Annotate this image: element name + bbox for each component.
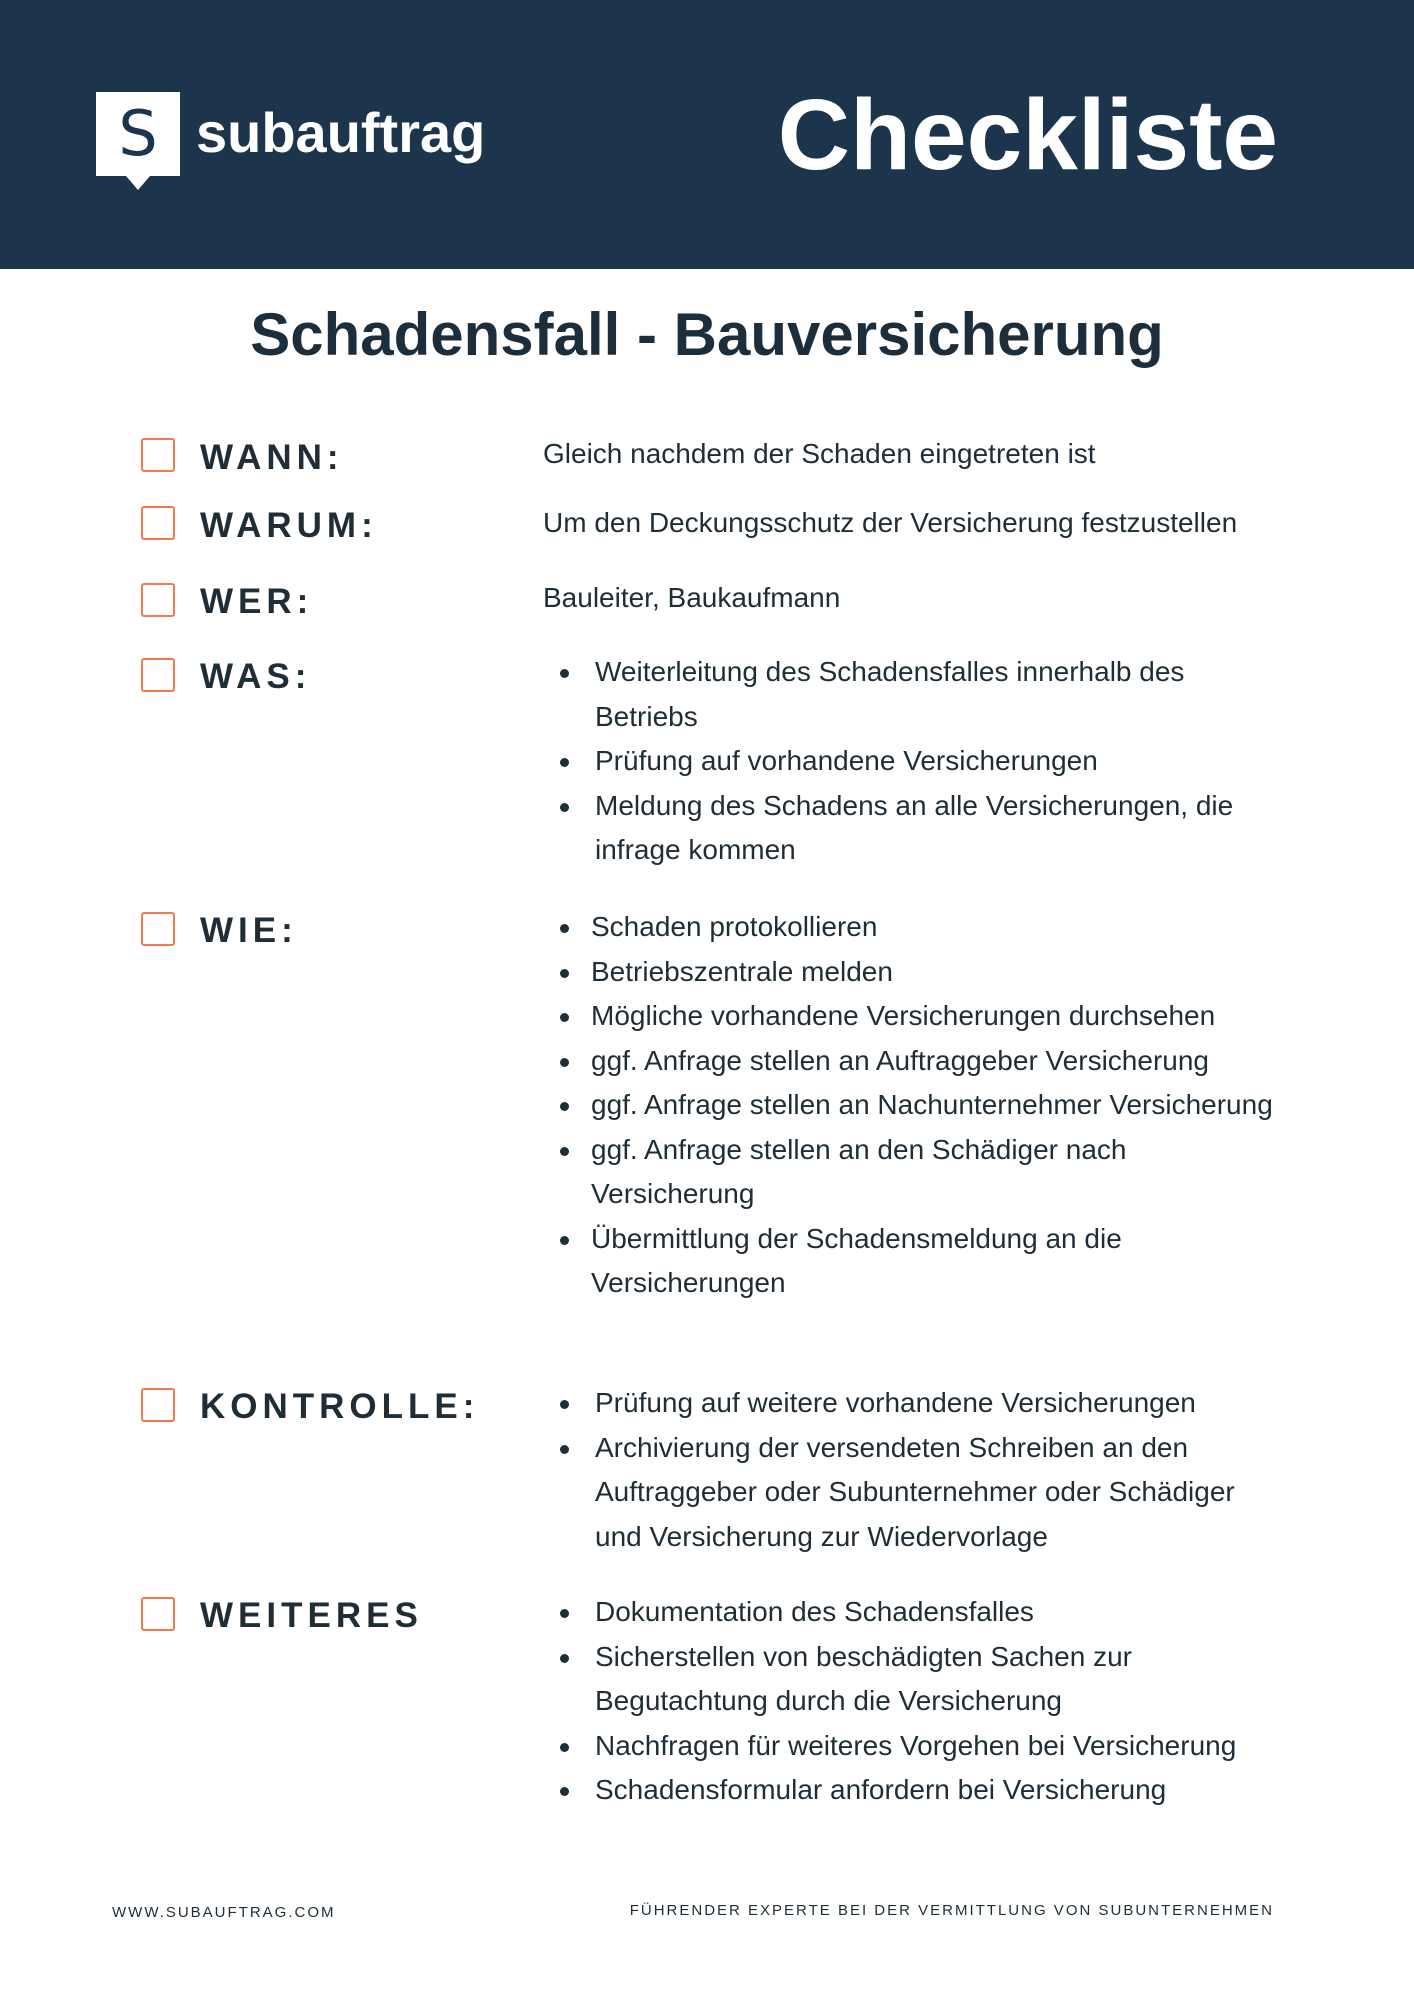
- checkbox-kontrolle[interactable]: [141, 1388, 175, 1422]
- row-label-weiteres: WEITERES: [200, 1596, 423, 1635]
- list-item: Archivierung der versendeten Schreiben an den Auftraggeber oder Subunternehmer oder Schädiger und Versicherung zur Wiedervorlage: [543, 1426, 1283, 1560]
- bullet-list-kontrolle: [543, 1381, 1283, 1559]
- checkbox-was[interactable]: [141, 658, 175, 692]
- row-label-wie: WIE:: [200, 911, 298, 950]
- row-label-kontrolle: KONTROLLE:: [200, 1387, 480, 1426]
- list-item: Betriebszentrale melden: [543, 950, 1283, 995]
- checkbox-warum[interactable]: [141, 506, 175, 540]
- checkbox-wann[interactable]: [141, 438, 175, 472]
- list-item: Weiterleitung des Schadensfalles innerhalb des Betriebs: [543, 650, 1283, 739]
- list-item: Übermittlung der Schadensmeldung an die Versicherungen: [543, 1217, 1283, 1306]
- bullet-list-wie: [543, 905, 1283, 1306]
- checkbox-wer[interactable]: [141, 583, 175, 617]
- footer-website: WWW.SUBAUFTRAG.COM: [112, 1904, 336, 1921]
- list-item: Mögliche vorhandene Versicherungen durchsehen: [543, 994, 1283, 1039]
- row-label-wer: WER:: [200, 582, 314, 621]
- header-banner: [0, 0, 1414, 269]
- list-item: Schadensformular anfordern bei Versicherung: [543, 1768, 1283, 1813]
- list-item: Dokumentation des Schadensfalles: [543, 1590, 1283, 1635]
- list-item: Schaden protokollieren: [543, 905, 1283, 950]
- page-title: Schadensfall - Bauversicherung: [250, 301, 1164, 368]
- list-item: Prüfung auf vorhandene Versicherungen: [543, 739, 1283, 784]
- checkbox-wie[interactable]: [141, 912, 175, 946]
- logo-wordmark: subauftrag: [196, 101, 486, 164]
- row-text-wann: Gleich nachdem der Schaden eingetreten ist: [543, 438, 1096, 469]
- list-item: ggf. Anfrage stellen an Nachunternehmer Versicherung: [543, 1083, 1283, 1128]
- list-item: Sicherstellen von beschädigten Sachen zur Begutachtung durch die Versicherung: [543, 1635, 1283, 1724]
- row-text-warum: Um den Deckungsschutz der Versicherung festzustellen: [543, 507, 1238, 538]
- row-label-wann: WANN:: [200, 438, 344, 477]
- checkbox-weiteres[interactable]: [141, 1597, 175, 1631]
- row-text-wer: Bauleiter, Baukaufmann: [543, 582, 841, 613]
- footer-tagline: FÜHRENDER EXPERTE BEI DER VERMITTLUNG VON SUBUNTERNEHMEN: [629, 1902, 1274, 1919]
- list-item: ggf. Anfrage stellen an Auftraggeber Versicherung: [543, 1039, 1283, 1084]
- list-item: Prüfung auf weitere vorhandene Versicherungen: [543, 1381, 1283, 1426]
- list-item: Nachfragen für weiteres Vorgehen bei Versicherung: [543, 1724, 1283, 1769]
- list-item: Meldung des Schadens an alle Versicherungen, die infrage kommen: [543, 784, 1283, 873]
- bullet-list-weiteres: [543, 1590, 1283, 1813]
- row-label-warum: WARUM:: [200, 506, 378, 545]
- list-item: ggf. Anfrage stellen an den Schädiger nach Versicherung: [543, 1128, 1283, 1217]
- bullet-list-was: [543, 650, 1283, 873]
- logo-icon: [96, 92, 180, 176]
- logo-letter: S: [118, 97, 158, 170]
- row-label-was: WAS:: [200, 657, 312, 696]
- header-title: Checkliste: [777, 79, 1278, 191]
